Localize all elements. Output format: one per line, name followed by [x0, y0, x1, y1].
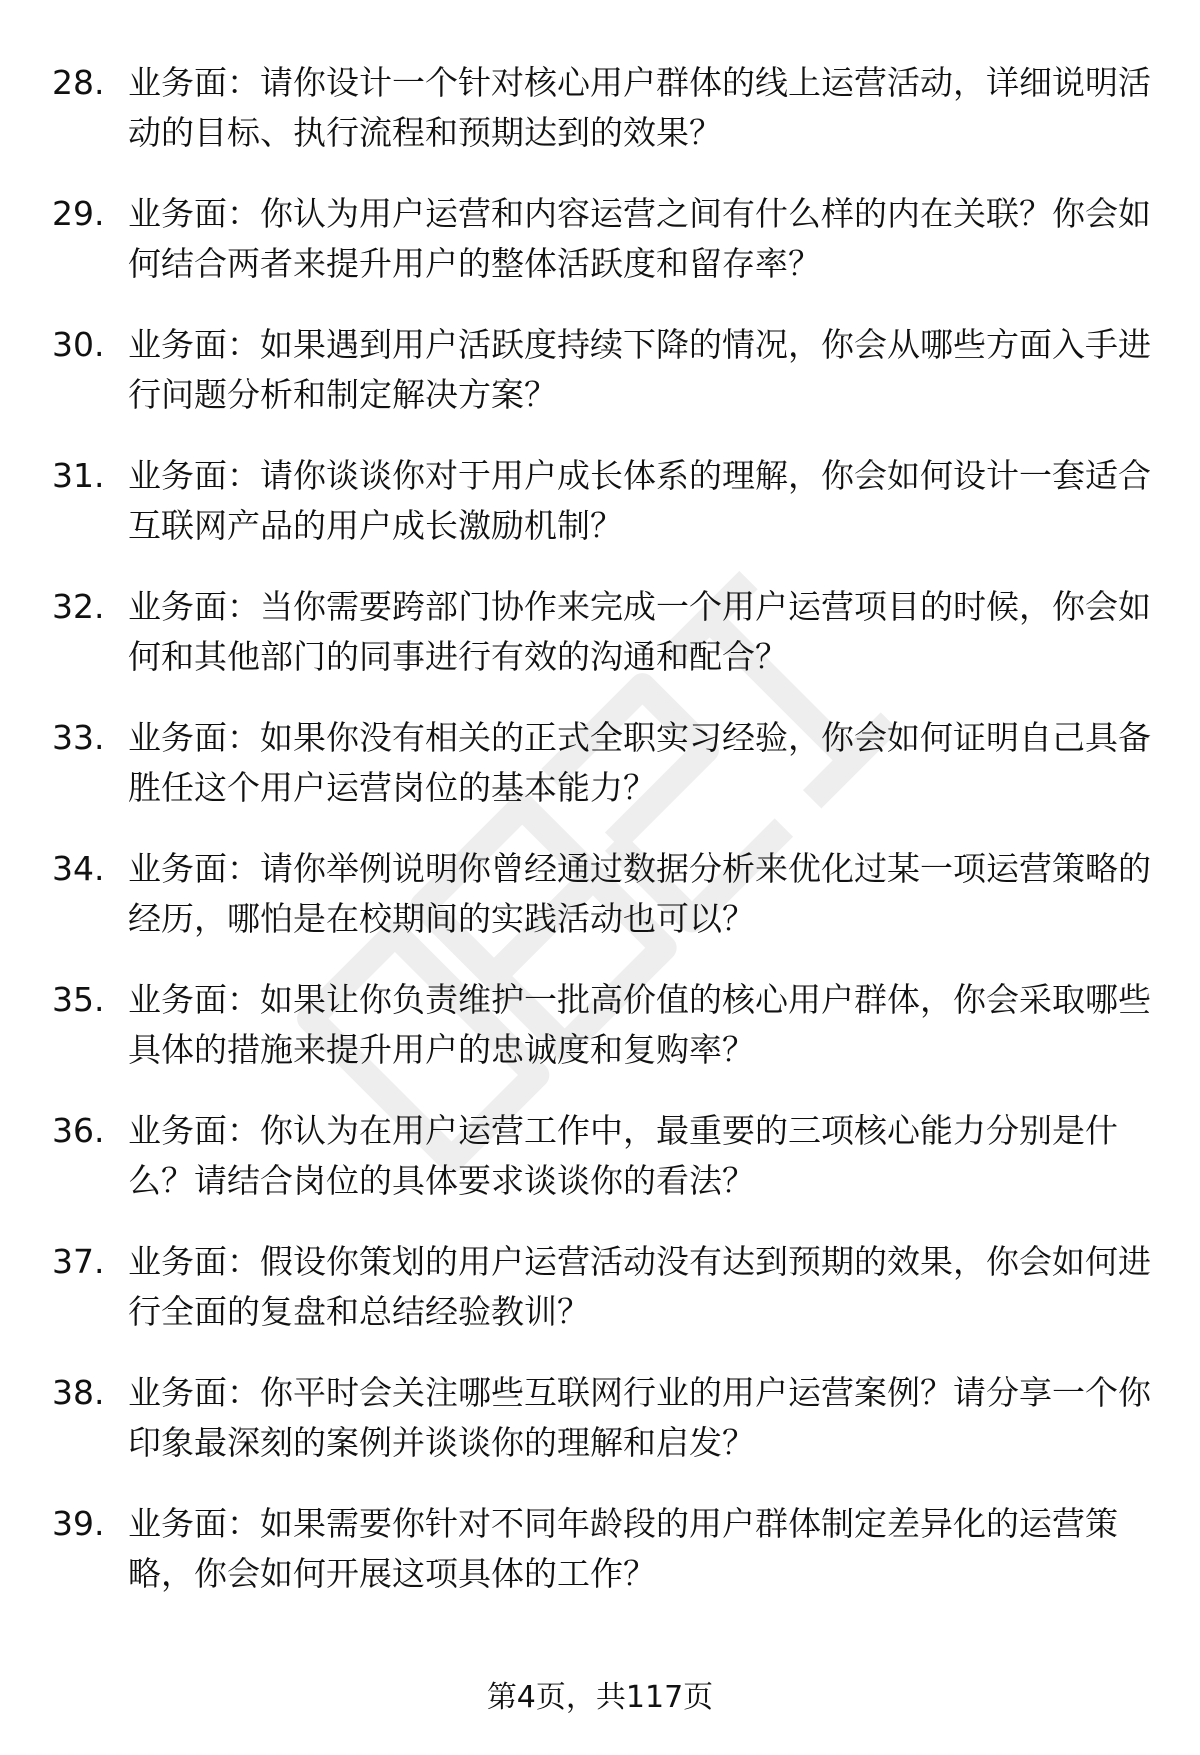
question-number: 39. [52, 1504, 105, 1543]
question-text: 业务面：当你需要跨部门协作来完成一个用户运营项目的时候，你会如何和其他部门的同事进行有效的沟通和配合？ [128, 587, 1151, 676]
page-footer: 第4页，共117页 [486, 1680, 714, 1715]
question-list [52, 58, 1152, 1630]
question-number: 30. [52, 325, 105, 364]
question-text: 业务面：假设你策划的用户运营活动没有达到预期的效果，你会如何进行全面的复盘和总结经验教训？ [128, 1242, 1151, 1331]
question-item [52, 1368, 1152, 1499]
question-text: 业务面：如果让你负责维护一批高价值的核心用户群体，你会采取哪些具体的措施来提升用户的忠诚度和复购率？ [128, 980, 1151, 1069]
question-number: 32. [52, 587, 105, 626]
question-item [52, 320, 1152, 451]
question-text: 业务面：你认为用户运营和内容运营之间有什么样的内在关联？你会如何结合两者来提升用户的整体活跃度和留存率？ [128, 194, 1151, 283]
question-item [52, 58, 1152, 189]
question-text: 业务面：如果需要你针对不同年龄段的用户群体制定差异化的运营策略，你会如何开展这项具体的工作？ [128, 1504, 1118, 1593]
question-text: 业务面：你认为在用户运营工作中，最重要的三项核心能力分别是什么？请结合岗位的具体要求谈谈你的看法？ [128, 1111, 1118, 1200]
question-number: 34. [52, 849, 105, 888]
question-item [52, 713, 1152, 844]
question-text: 业务面：你平时会关注哪些互联网行业的用户运营案例？请分享一个你印象最深刻的案例并谈谈你的理解和启发？ [128, 1373, 1151, 1462]
question-number: 29. [52, 194, 105, 233]
question-text: 业务面：请你设计一个针对核心用户群体的线上运营活动，详细说明活动的目标、执行流程和预期达到的效果？ [128, 63, 1151, 152]
question-item [52, 1237, 1152, 1368]
question-item [52, 1499, 1152, 1630]
question-item [52, 1106, 1152, 1237]
question-number: 35. [52, 980, 105, 1019]
question-number: 28. [52, 63, 105, 102]
question-item [52, 189, 1152, 320]
question-text: 业务面：请你谈谈你对于用户成长体系的理解，你会如何设计一套适合互联网产品的用户成长激励机制？ [128, 456, 1151, 545]
question-text: 业务面：如果遇到用户活跃度持续下降的情况，你会从哪些方面入手进行问题分析和制定解决方案？ [128, 325, 1151, 414]
question-number: 38. [52, 1373, 105, 1412]
question-number: 31. [52, 456, 105, 495]
question-number: 37. [52, 1242, 105, 1281]
question-number: 33. [52, 718, 105, 757]
question-item [52, 582, 1152, 713]
question-number: 36. [52, 1111, 105, 1150]
question-item [52, 451, 1152, 582]
question-text: 业务面：请你举例说明你曾经通过数据分析来优化过某一项运营策略的经历，哪怕是在校期间的实践活动也可以？ [128, 849, 1151, 938]
question-item [52, 975, 1152, 1106]
question-item [52, 844, 1152, 975]
question-text: 业务面：如果你没有相关的正式全职实习经验，你会如何证明自己具备胜任这个用户运营岗位的基本能力？ [128, 718, 1151, 807]
